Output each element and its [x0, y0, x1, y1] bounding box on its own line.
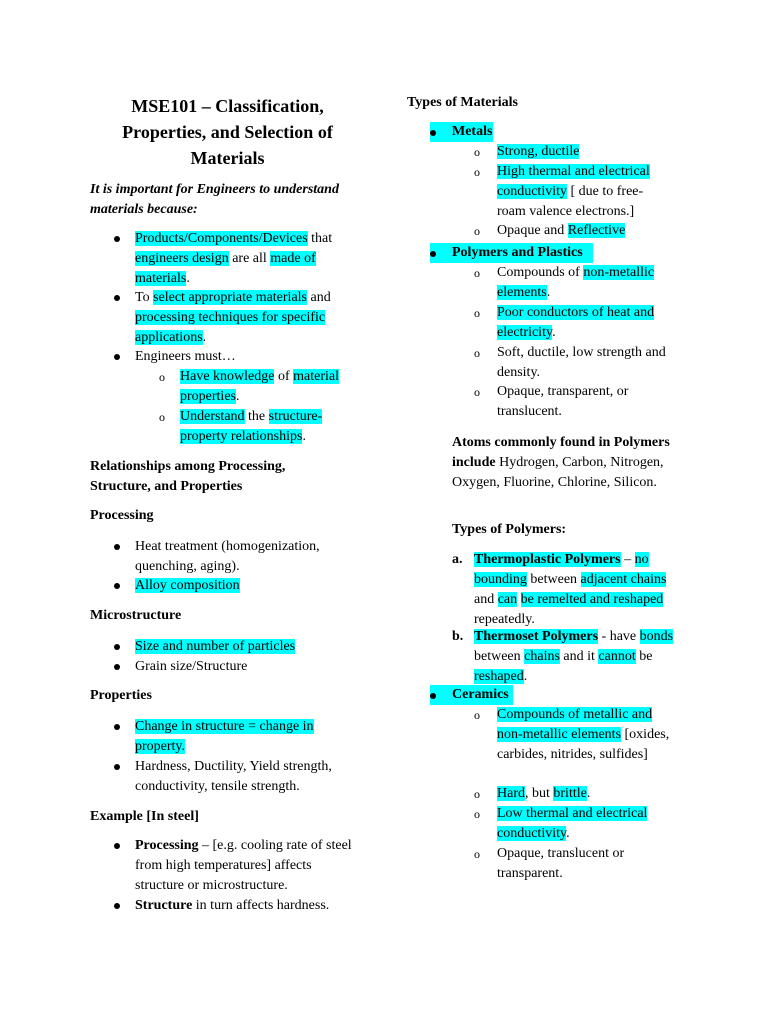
properties-heading: Properties: [90, 688, 152, 703]
list-item: Opaque and Reflective: [497, 223, 626, 238]
list-item: Hard, but brittle.: [497, 786, 591, 801]
metals-label: Metals: [452, 124, 493, 139]
bullet-icon: [114, 295, 120, 301]
circle-bullet-icon: o: [474, 165, 480, 179]
circle-bullet-icon: o: [474, 708, 480, 722]
list-item: Structure in turn affects hardness.: [135, 898, 330, 913]
list-marker: a.: [452, 552, 463, 567]
list-item: Grain size/Structure: [135, 659, 248, 674]
list-item: Engineers must…: [135, 349, 236, 364]
list-item: Hardness, Ductility, Yield strength, conductivity, tensile strength.: [135, 759, 332, 794]
list-item: Thermoset Polymers - have bonds between chains and it cannot be reshaped.: [474, 629, 674, 684]
list-item: Change in structure = change in property.: [135, 719, 314, 754]
bullet-icon: [114, 903, 120, 909]
bullet-icon: [430, 130, 436, 136]
types-polymers-heading: Types of Polymers:: [452, 522, 567, 537]
document-title: MSE101 – Classification, Properties, and Selection of Materials: [122, 96, 333, 168]
list-item: Compounds of metallic and non-metallic elements [oxides, carbides, nitrides, sulfides]: [497, 707, 670, 762]
bullet-icon: [114, 764, 120, 770]
bullet-icon: [114, 724, 120, 730]
bullet-icon: [430, 251, 436, 257]
circle-bullet-icon: o: [159, 410, 165, 424]
bullet-icon: [114, 664, 120, 670]
list-item: Thermoplastic Polymers – no bounding between adjacent chains and can be remelted and reshaped repeatedly.: [474, 552, 667, 627]
bullet-icon: [430, 693, 436, 699]
list-marker: b.: [452, 629, 464, 644]
circle-bullet-icon: o: [474, 807, 480, 821]
circle-bullet-icon: o: [474, 224, 480, 238]
list-item: High thermal and electrical conductivity [ due to free-roam valence electrons.]: [497, 164, 650, 219]
bullet-icon: [114, 544, 120, 550]
list-item: Soft, ductile, low strength and density.: [497, 345, 666, 380]
list-item: Processing – [e.g. cooling rate of steel from high temperatures] affects structure or microstructure.: [135, 838, 352, 893]
circle-bullet-icon: o: [474, 306, 480, 320]
list-item: To select appropriate materials and processing techniques for specific applications.: [135, 290, 331, 345]
list-item: Size and number of particles: [135, 639, 296, 654]
microstructure-heading: Microstructure: [90, 608, 182, 623]
bullet-icon: [114, 236, 120, 242]
list-item: Have knowledge of material properties.: [180, 369, 340, 404]
example-heading: Example [In steel]: [90, 809, 199, 824]
list-item: Alloy composition: [135, 578, 240, 593]
circle-bullet-icon: o: [474, 266, 480, 280]
types-heading: Types of Materials: [407, 95, 518, 110]
circle-bullet-icon: o: [474, 346, 480, 360]
list-item: Strong, ductile: [497, 144, 580, 159]
list-item: Opaque, translucent or transparent.: [497, 846, 625, 881]
polymers-label: Polymers and Plastics: [452, 245, 583, 260]
list-item: Opaque, transparent, or translucent.: [497, 384, 629, 419]
intro-text: It is important for Engineers to understand materials because:: [90, 182, 339, 217]
bullet-icon: [114, 644, 120, 650]
circle-bullet-icon: o: [159, 370, 165, 384]
processing-heading: Processing: [90, 508, 154, 523]
bullet-icon: [114, 843, 120, 849]
circle-bullet-icon: o: [474, 385, 480, 399]
list-item: Heat treatment (homogenization, quenching, aging).: [135, 539, 320, 574]
atoms-paragraph: Atoms commonly found in Polymers include Hydrogen, Carbon, Nitrogen, Oxygen, Fluorine, Chlorine, Silicon.: [452, 435, 670, 490]
list-item: Products/Components/Devices that engineers design are all made of materials.: [135, 231, 333, 286]
list-item: Understand the structure-property relationships.: [180, 409, 323, 444]
circle-bullet-icon: o: [474, 145, 480, 159]
list-item: Poor conductors of heat and electricity.: [497, 305, 655, 340]
relationships-heading: Relationships among Processing, Structure, and Properties: [90, 459, 286, 494]
bullet-icon: [114, 354, 120, 360]
circle-bullet-icon: o: [474, 847, 480, 861]
list-item: Low thermal and electrical conductivity.: [497, 806, 648, 841]
circle-bullet-icon: o: [474, 787, 480, 801]
ceramics-label: Ceramics: [452, 687, 509, 702]
list-item: Compounds of non-metallic elements.: [497, 265, 655, 300]
bullet-icon: [114, 583, 120, 589]
